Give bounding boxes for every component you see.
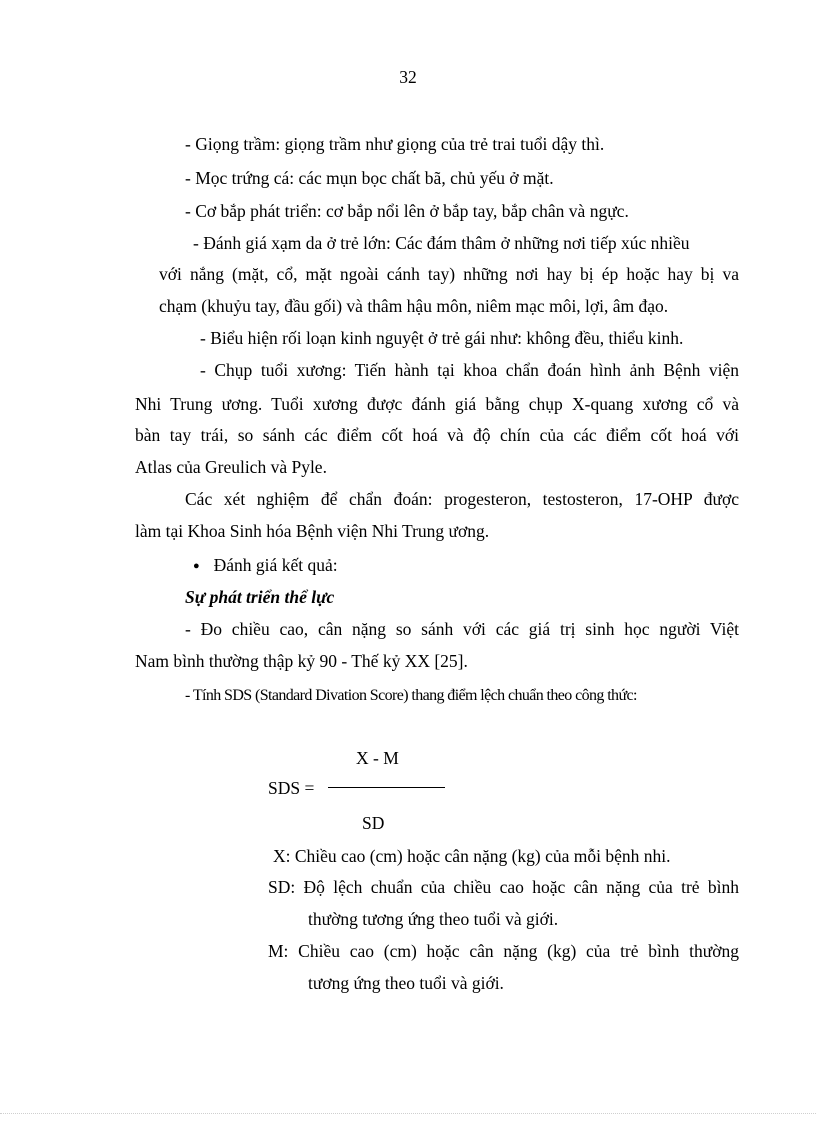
paragraph-skin-line-2: với nắng (mặt, cổ, mặt ngoài cánh tay) những nơi hay bị ép hoặc hay bị va xyxy=(159,264,739,284)
paragraph-sds-intro: - Tính SDS (Standard Divation Score) thang điểm lệch chuẩn theo công thức: xyxy=(185,687,637,704)
paragraph-voice: - Giọng trầm: giọng trầm như giọng của trẻ trai tuổi dậy thì. xyxy=(185,134,605,154)
formula-fraction-bar xyxy=(328,787,445,788)
bullet-evaluation xyxy=(193,555,338,576)
paragraph-measure-line-2: Nam bình thường thập kỷ 90 - Thế kỷ XX [25]. xyxy=(135,651,468,671)
paragraph-tests-line-2: làm tại Khoa Sinh hóa Bệnh viện Nhi Trung ương. xyxy=(135,521,490,541)
formula-denominator: SD xyxy=(362,813,385,833)
paragraph-bone-age-line-1: - Chụp tuổi xương: Tiến hành tại khoa chẩn đoán hình ảnh Bệnh viện xyxy=(200,360,739,380)
paragraph-bone-age-line-3: bàn tay trái, so sánh các điểm cốt hoá và độ chín của các điểm cốt hoá với xyxy=(135,425,739,445)
paragraph-bone-age-line-4: Atlas của Greulich và Pyle. xyxy=(135,457,327,477)
paragraph-tests-line-1: Các xét nghiệm để chẩn đoán: progesteron, testosteron, 17-OHP được xyxy=(185,489,739,509)
paragraph-bone-age-line-2: Nhi Trung ương. Tuổi xương được đánh giá bằng chụp X-quang xương cổ và xyxy=(135,394,739,414)
definition-sd-line-2: thường tương ứng theo tuổi và giới. xyxy=(308,909,559,929)
page-edge-divider xyxy=(0,1113,816,1114)
paragraph-acne: - Mọc trứng cá: các mụn bọc chất bã, chủ yếu ở mặt. xyxy=(185,168,554,188)
paragraph-muscle: - Cơ bắp phát triển: cơ bắp nổi lên ở bắp tay, bắp chân và ngực. xyxy=(185,201,629,221)
paragraph-skin-line-1: - Đánh giá xạm da ở trẻ lớn: Các đám thâm ở những nơi tiếp xúc nhiều xyxy=(193,233,690,253)
formula-numerator: X - M xyxy=(356,748,399,768)
bullet-evaluation-text: Đánh giá kết quả: xyxy=(213,555,338,575)
bullet-dot-icon: ● xyxy=(193,560,200,572)
formula-lhs: SDS = xyxy=(268,778,315,798)
paragraph-menstrual: - Biểu hiện rối loạn kinh nguyệt ở trẻ gái như: không đều, thiểu kinh. xyxy=(200,328,684,348)
paragraph-measure-line-1: - Đo chiều cao, cân nặng so sánh với các giá trị sinh học người Việt xyxy=(185,619,739,639)
definition-sd-line-1: SD: Độ lệch chuẩn của chiều cao hoặc cân nặng của trẻ bình xyxy=(268,877,739,897)
definition-m-line-2: tương ứng theo tuổi và giới. xyxy=(308,973,504,993)
definition-x: X: Chiều cao (cm) hoặc cân nặng (kg) của mỗi bệnh nhi. xyxy=(273,846,671,866)
subheading-physical-development: Sự phát triển thể lực xyxy=(185,587,335,607)
page-number: 32 xyxy=(399,67,417,87)
definition-m-line-1: M: Chiều cao (cm) hoặc cân nặng (kg) của trẻ bình thường xyxy=(268,941,739,961)
paragraph-skin-line-3: chạm (khuỷu tay, đầu gối) và thâm hậu môn, niêm mạc môi, lợi, âm đạo. xyxy=(159,296,669,316)
